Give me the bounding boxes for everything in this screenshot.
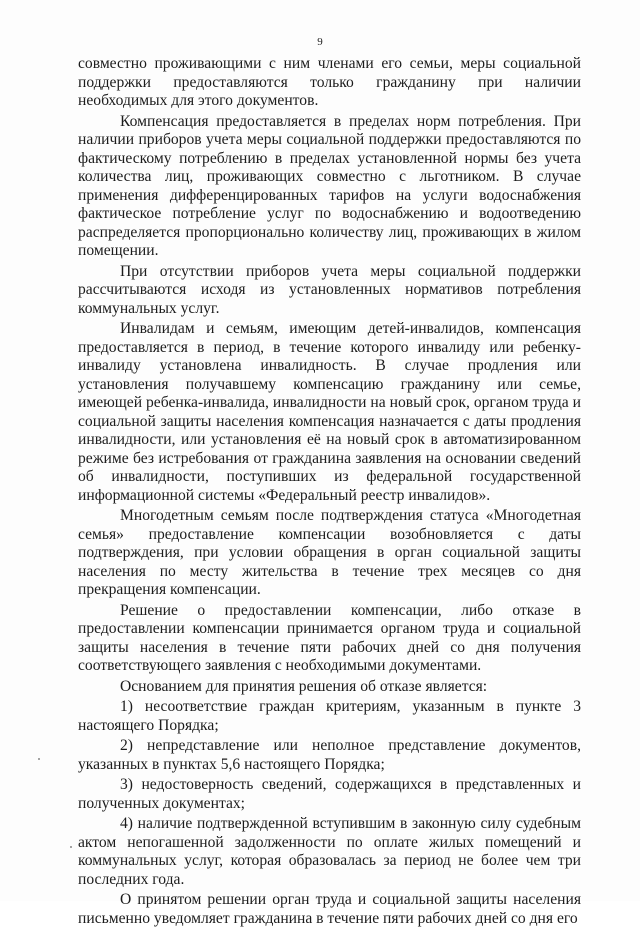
scan-speck: [38, 758, 40, 760]
paragraph-no-meters: При отсутствии приборов учета меры социальной поддержки рассчитываются исходя из установленных нормативов потребления коммунальных услуг.: [78, 262, 581, 317]
paragraph-decision: Решение о предоставлении компенсации, либо отказе в предоставлении компенсации принимается органом труда и социальной защиты населения в течение пяти рабочих дней со дня получения соответствующего заявления с необходимыми документами.: [78, 601, 581, 674]
list-item-4: 4) наличие подтвержденной вступившим в законную силу судебным актом непогашенной задолженности по оплате жилых помещений и коммунальных услуг, которая образовалась за период не более чем три последних года.: [78, 815, 581, 888]
scan-speck: [70, 846, 72, 848]
paragraph-continuation: совместно проживающими с ним членами его семьи, меры социальной поддержки предоставляются только гражданину при наличии необходимых для этого документов.: [78, 55, 581, 109]
page-body: [78, 55, 581, 930]
page-number: 9: [317, 36, 323, 48]
list-item-3: 3) недостоверность сведений, содержащихся в представленных и полученных документах;: [78, 776, 581, 812]
paragraph-disabled-persons: Инвалидам и семьям, имеющим детей-инвалидов, компенсация предоставляется в период, в течение которого инвалиду или ребенку-инвалиду установлена инвалидность. В случае продления или установления получавшему компенсацию гражданину или семье, имеющей ребенка-инвалида, инвалидности на новый срок, органом труда и социальной защиты населения компенсация назначается с даты продления инвалидности, или установления её на новый срок в автоматизированном режиме без истребования от гражданина заявления на основании сведений об инвалидности, поступивших из федеральной государственной информационной системы «Федеральный реестр инвалидов».: [78, 320, 581, 504]
list-item-1: 1) несоответствие граждан критериям, указанным в пункте 3 настоящего Порядка;: [78, 698, 581, 734]
list-item-2: 2) непредставление или неполное представление документов, указанных в пунктах 5,6 настоящего Порядка;: [78, 737, 581, 773]
paragraph-refusal-grounds: Основанием для принятия решения об отказе является:: [120, 677, 488, 695]
paragraph-compensation-norms: Компенсация предоставляется в пределах норм потребления. При наличии приборов учета меры социальной поддержки предоставляются по фактическому потреблению в пределах установленной нормы без учета количества лиц, проживающих совместно с льготником. В случае применения дифференцированных тарифов на услуги водоснабжения фактическое потребление услуг по водоснабжению и водоотведению распределяется пропорционально количеству лиц, проживающих в жилом помещении.: [78, 112, 581, 259]
paragraph-large-families: Многодетным семьям после подтверждения статуса «Многодетная семья» предоставление компенсации возобновляется с даты подтверждения, при условии обращения в орган социальной защиты населения по месту жительства в течение трех месяцев со дня прекращения компенсации.: [78, 507, 581, 598]
paragraph-notification: О принятом решении орган труда и социальной защиты населения письменно уведомляет гражданина в течение пяти рабочих дней со дня его: [78, 891, 581, 927]
